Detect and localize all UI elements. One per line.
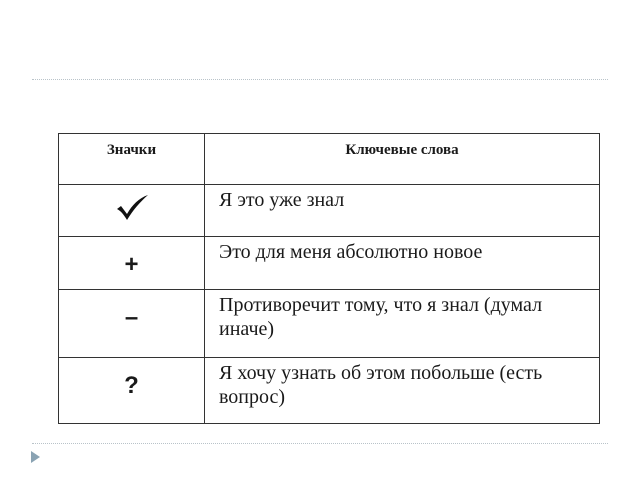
keyword-cell — [205, 358, 600, 424]
symbol-cell — [59, 290, 205, 358]
minus-icon: – — [124, 304, 139, 331]
symbol-cell — [59, 185, 205, 237]
question-icon: ? — [124, 372, 139, 399]
bullet-arrow-icon — [31, 451, 40, 463]
symbol-cell — [59, 358, 205, 424]
symbols-table — [58, 133, 600, 424]
keyword-text: Это для меня абсолютно новое — [219, 241, 483, 263]
header-icons-label: Значки — [106, 142, 157, 158]
keyword-text: Я это уже знал — [219, 189, 345, 211]
header-keywords-label: Ключевые слова — [345, 142, 459, 158]
bottom-divider — [32, 443, 608, 444]
keyword-cell — [205, 290, 600, 358]
checkmark-icon — [59, 185, 204, 230]
table-row — [59, 185, 600, 237]
keyword-text: Противоречит тому, что я знал (думал иначе) — [219, 294, 543, 340]
header-keywords-cell — [205, 134, 600, 185]
keyword-cell — [205, 237, 600, 290]
table-row — [59, 290, 600, 358]
table-row — [59, 237, 600, 290]
keyword-text: Я хочу узнать об этом побольше (есть вопрос) — [219, 362, 543, 408]
header-icons-cell — [59, 134, 205, 185]
top-divider — [32, 79, 608, 80]
symbol-cell — [59, 237, 205, 290]
table-header-row — [59, 134, 600, 185]
table-row — [59, 358, 600, 424]
keyword-cell — [205, 185, 600, 237]
plus-icon: + — [124, 251, 139, 278]
